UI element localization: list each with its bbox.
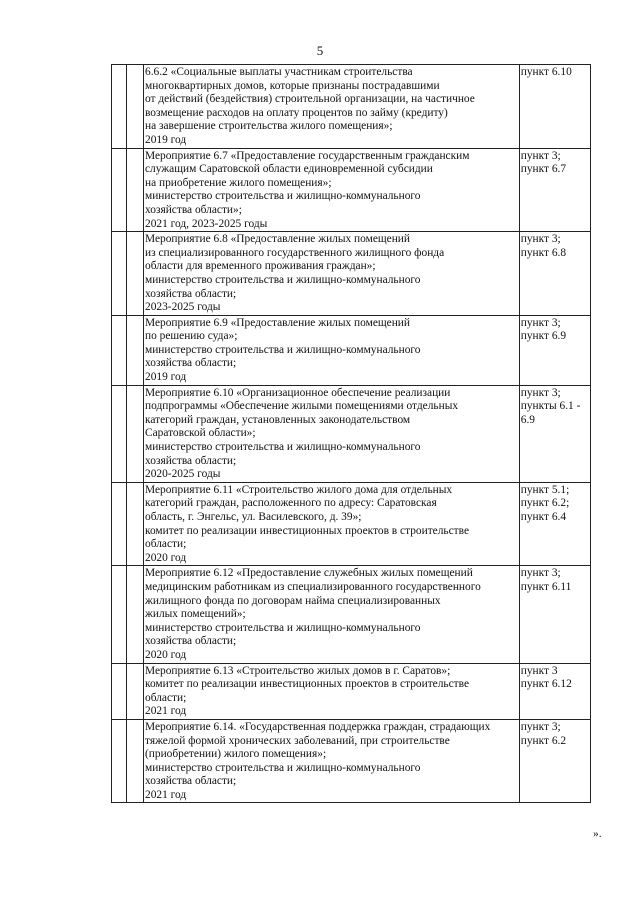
measure-description-cell bbox=[144, 232, 520, 316]
measure-text-line: министерство строительства и жилищно-коммунального bbox=[145, 273, 421, 286]
measure-text-line: по решению суда»; bbox=[145, 330, 238, 343]
measure-text-line: Мероприятие 6.9 «Предоставление жилых помещений bbox=[145, 316, 410, 329]
page-number: 5 bbox=[316, 43, 324, 58]
reference-cell bbox=[519, 65, 590, 149]
measure-text-line: 2021 год bbox=[145, 705, 187, 718]
measure-description-cell bbox=[144, 315, 520, 385]
measure-text-line: хозяйства области; bbox=[145, 357, 237, 370]
measure-text-line: комитет по реализации инвестиционных проектов в строительстве bbox=[145, 678, 470, 691]
reference-line: пункт 3; bbox=[520, 316, 561, 329]
measure-text-line: хозяйства области; bbox=[145, 775, 237, 788]
measure-text-line: области для временного проживания граждан»; bbox=[145, 260, 376, 273]
reference-line: пункт 3 bbox=[520, 664, 558, 677]
reference-cell bbox=[519, 315, 590, 385]
table-row bbox=[112, 315, 591, 385]
measure-text-line: Мероприятие 6.10 «Организационное обеспечение реализации bbox=[145, 386, 451, 399]
measure-text-line: 2020-2025 годы bbox=[145, 468, 221, 481]
empty-cell-name bbox=[127, 482, 144, 566]
measure-description-cell bbox=[144, 663, 520, 719]
empty-cell-name bbox=[127, 65, 144, 149]
measure-text-line: 2019 год bbox=[145, 371, 187, 384]
measure-text-line: области; bbox=[145, 538, 187, 551]
measure-description-cell bbox=[144, 65, 520, 149]
table-row bbox=[112, 566, 591, 663]
measures-table-body bbox=[112, 65, 591, 803]
reference-line: пункт 6.7 bbox=[520, 163, 567, 176]
measure-text-line: категорий граждан, расположенного по адресу: Саратовская bbox=[145, 497, 437, 510]
measure-text-line: хозяйства области»; bbox=[145, 203, 242, 216]
measure-text-line: 2019 год bbox=[145, 133, 187, 146]
reference-line: пункт 3; bbox=[520, 720, 561, 733]
measure-text-line: категорий граждан, установленных законодательством bbox=[145, 413, 411, 426]
measure-text-line: тяжелой формой хронических заболеваний, при строительстве bbox=[145, 734, 450, 747]
measure-text-line: Мероприятие 6.11 «Строительство жилого дома для отдельных bbox=[145, 483, 453, 496]
reference-line: пункты 6.1 - bbox=[520, 400, 581, 413]
reference-line: пункт 6.10 bbox=[520, 66, 572, 78]
measure-text-line: 2021 год, 2023-2025 годы bbox=[145, 217, 268, 230]
empty-cell-name bbox=[127, 148, 144, 232]
reference-line: пункт 6.2 bbox=[520, 734, 567, 747]
empty-cell-name bbox=[127, 566, 144, 663]
reference-line: 6.9 bbox=[520, 413, 536, 426]
measure-text-line: Мероприятие 6.13 «Строительство жилых домов в г. Саратов»; bbox=[145, 664, 451, 677]
empty-cell-number bbox=[112, 385, 127, 482]
measure-text-line: Мероприятие 6.7 «Предоставление государственным гражданским bbox=[145, 149, 470, 162]
reference-line: пункт 6.4 bbox=[520, 511, 567, 523]
table-row bbox=[112, 232, 591, 316]
measure-text-line: возмещение расходов на оплату процентов по займу (кредиту) bbox=[145, 106, 448, 119]
measure-text-line: подпрограммы «Обеспечение жилыми помещениями отдельных bbox=[145, 400, 459, 413]
measure-text-line: от действий (бездействия) строительной организации, на частичное bbox=[145, 93, 475, 106]
measure-text-line: Саратовской области»; bbox=[145, 427, 256, 440]
empty-cell-number bbox=[112, 482, 127, 566]
measure-text-line: 2021 год bbox=[145, 788, 187, 801]
measure-description-cell bbox=[144, 482, 520, 566]
measure-text-line: министерство строительства и жилищно-коммунального bbox=[145, 343, 421, 356]
reference-cell bbox=[519, 719, 590, 803]
measure-text-line: служащим Саратовской области единовременной субсидии bbox=[145, 163, 433, 176]
table-row bbox=[112, 663, 591, 719]
empty-cell-number bbox=[112, 232, 127, 316]
empty-cell-name bbox=[127, 719, 144, 803]
measure-text-line: медицинским работникам из специализированного государственного bbox=[145, 580, 481, 593]
empty-cell-number bbox=[112, 148, 127, 232]
reference-line: пункт 3; bbox=[520, 233, 561, 246]
measure-text-line: многоквартирных домов, которые признаны пострадавшими bbox=[145, 79, 440, 92]
measure-text-line: (приобретении) жилого помещения»; bbox=[145, 748, 327, 761]
measure-text-line: комитет по реализации инвестиционных проектов в строительстве bbox=[145, 524, 470, 537]
measure-text-line: на завершение строительства жилого помещения»; bbox=[145, 120, 393, 133]
measure-description-cell bbox=[144, 385, 520, 482]
empty-cell-number bbox=[112, 663, 127, 719]
empty-cell-name bbox=[127, 315, 144, 385]
measure-text-line: министерство строительства и жилищно-коммунального bbox=[145, 621, 421, 634]
measure-text-line: министерство строительства и жилищно-коммунального bbox=[145, 761, 421, 774]
measure-text-line: Мероприятие 6.12 «Предоставление служебных жилых помещений bbox=[145, 567, 473, 580]
reference-cell bbox=[519, 385, 590, 482]
empty-cell-number bbox=[112, 315, 127, 385]
reference-line: пункт 6.2; bbox=[520, 497, 570, 510]
empty-cell-name bbox=[127, 385, 144, 482]
measure-text-line: 6.6.2 «Социальные выплаты участникам строительства bbox=[145, 66, 413, 78]
reference-line: пункт 6.11 bbox=[520, 580, 572, 593]
table-row bbox=[112, 65, 591, 149]
measure-text-line: 2020 год bbox=[145, 648, 187, 661]
empty-cell-name bbox=[127, 663, 144, 719]
table-row bbox=[112, 148, 591, 232]
measures-table bbox=[111, 64, 591, 803]
measure-text-line: на приобретение жилого помещения»; bbox=[145, 176, 332, 189]
reference-cell bbox=[519, 482, 590, 566]
closing-quote: ». bbox=[593, 828, 602, 840]
measure-text-line: хозяйства области; bbox=[145, 287, 237, 300]
measure-text-line: жилых помещений»; bbox=[145, 608, 246, 621]
table-row bbox=[112, 385, 591, 482]
reference-line: пункт 3; bbox=[520, 567, 561, 580]
reference-cell bbox=[519, 566, 590, 663]
measure-text-line: Мероприятие 6.8 «Предоставление жилых помещений bbox=[145, 233, 410, 246]
reference-line: пункт 6.8 bbox=[520, 246, 567, 259]
reference-line: пункт 6.12 bbox=[520, 678, 572, 691]
reference-line: пункт 3; bbox=[520, 149, 561, 162]
measure-text-line: хозяйства области; bbox=[145, 635, 237, 648]
empty-cell-name bbox=[127, 232, 144, 316]
measure-text-line: жилищного фонда по договорам найма специализированных bbox=[145, 594, 441, 607]
empty-cell-number bbox=[112, 719, 127, 803]
measure-text-line: из специализированного государственного жилищного фонда bbox=[145, 246, 445, 259]
measure-text-line: министерство строительства и жилищно-коммунального bbox=[145, 190, 421, 203]
reference-line: пункт 6.9 bbox=[520, 330, 567, 343]
measure-text-line: хозяйства области; bbox=[145, 454, 237, 467]
table-row bbox=[112, 719, 591, 803]
measure-description-cell bbox=[144, 719, 520, 803]
measure-text-line: 2023-2025 годы bbox=[145, 301, 221, 314]
reference-line: пункт 3; bbox=[520, 386, 561, 399]
measure-description-cell bbox=[144, 566, 520, 663]
measure-text-line: Мероприятие 6.14. «Государственная поддержка граждан, страдающих bbox=[145, 720, 491, 733]
empty-cell-number bbox=[112, 566, 127, 663]
reference-cell bbox=[519, 663, 590, 719]
measure-text-line: министерство строительства и жилищно-коммунального bbox=[145, 441, 421, 454]
measure-text-line: область, г. Энгельс, ул. Василевского, д. 39»; bbox=[145, 511, 362, 523]
measure-text-line: 2020 год bbox=[145, 551, 187, 564]
reference-line: пункт 5.1; bbox=[520, 483, 570, 496]
measure-text-line: области; bbox=[145, 691, 187, 704]
measure-description-cell bbox=[144, 148, 520, 232]
reference-cell bbox=[519, 232, 590, 316]
table-row bbox=[112, 482, 591, 566]
empty-cell-number bbox=[112, 65, 127, 149]
reference-cell bbox=[519, 148, 590, 232]
